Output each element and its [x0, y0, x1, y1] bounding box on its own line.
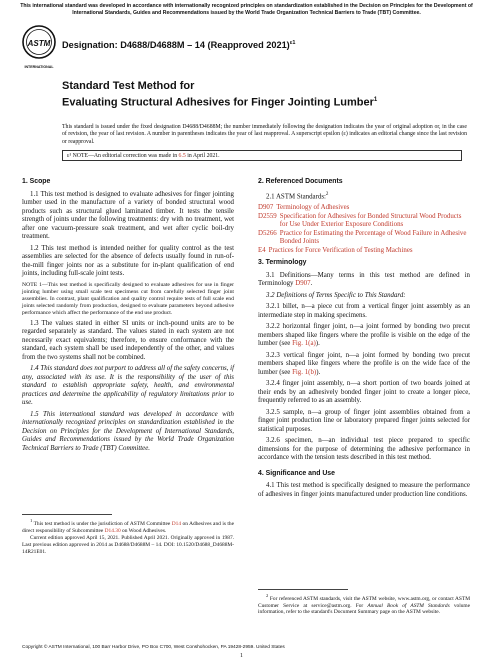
- reference-title[interactable]: Specification for Adhesives for Bonded Structural Wood Products for Use Under Exterior Exposure Conditions: [279, 212, 462, 229]
- note-1: NOTE 1—This test method is specifically designed to evaluate adhesives for use in finger jointing lumber using small scale test specimens cut from carefully selected finger joint assemblies. In contrast, plant qualification and quality control require tests of full scale end joints selected randomly from production, designed to evaluate parameters beyond adhesive performance which affect the performance of the end use product.: [22, 281, 234, 316]
- section-heading-terminology: 3. Terminology: [258, 259, 307, 267]
- logo-subtext: INTERNATIONAL: [24, 65, 54, 69]
- reference-title[interactable]: Practice for Estimating the Percentage of Wood Failure in Adhesive Bonded Joints: [279, 229, 467, 246]
- paragraph-1-3: 1.3 The values stated in either SI units or inch-pound units are to be regarded separately as standard. The values stated in each system are not necessarily exact equivalents; therefore, to ensure conformance with the standard, each system shall be used independently of the other, and values from the two systems shall not be combined.: [22, 319, 234, 361]
- section-heading-significance: 4. Significance and Use: [258, 469, 335, 477]
- paragraph-4-1: 4.1 This test method is specifically designed to measure the performance of adhesives in finger joints manufactured under production line conditions.: [258, 482, 470, 498]
- logo-text: ASTM: [27, 39, 51, 48]
- paragraph-3-1: 3.1 Definitions—Many terms in this test method are defined in Terminology D907.: [258, 271, 470, 288]
- page-number: 1: [240, 653, 243, 659]
- footnote-1-edition: Current edition approved April 15, 2021. Published April 2021. Originally approved in 1987. Last previous edition approved in 2014 as D4688/D4688M – 14. DOI: 10.1520/D4688_D4688M-14R21E01.: [22, 535, 234, 555]
- paragraph-3-2-4: 3.2.4 finger joint assembly, n—a short portion of two boards joined at their ends by an adhesively bonded finger joint to create a longer piece, frequently referred to as an assembly.: [258, 380, 470, 405]
- reference-code[interactable]: E4: [258, 246, 266, 254]
- footnote-left: [22, 514, 234, 557]
- footnote-2: $^2$ For referenced ASTM standards, visit the ASTM website, www.astm.org, or contact ASTM Customer Service at service@astm.org. For Annual Book of ASTM Standards volume information, refer to the standard's Document Summary page on the ASTM website.: [258, 593, 470, 616]
- reference-code[interactable]: D5266: [258, 229, 277, 237]
- reference-title[interactable]: Practices for Force Verification of Testing Machines: [268, 246, 413, 254]
- title-line-1: Standard Test Method for: [62, 80, 195, 92]
- subcommittee-link-d14-30[interactable]: D14.30: [104, 527, 121, 534]
- reference-item[interactable]: [258, 247, 470, 256]
- footnote-1: $^1$ This test method is under the jurisdiction of ASTM Committee D14 on Adhesives and is the direct responsibility of Subcommittee D14.30 on Wood Adhesives.: [22, 518, 234, 534]
- committee-link-d14[interactable]: D14: [171, 520, 182, 527]
- paragraph-3-2-5: 3.2.5 sample, n—a group of finger joint assemblies obtained from a finger joint production line or laboratory prepared finger joints selected for statistical purposes.: [258, 408, 470, 433]
- reference-title[interactable]: Terminology of Adhesives: [276, 204, 350, 212]
- reference-code[interactable]: D2559: [258, 212, 277, 220]
- paragraph-2-1: 2.1 ASTM Standards:$^2$: [266, 191, 329, 200]
- ref-link-d907[interactable]: D907: [295, 280, 311, 288]
- paragraph-3-2: 3.2 Definitions of Terms Specific to This Standard:: [266, 291, 406, 299]
- paragraph-3-2-2: 3.2.2 horizontal finger joint, n—a joint formed by bonding two precut members shaped like fingers where the profile is visible on the edge of the lumber (see Fig. 1(a)).: [258, 323, 470, 348]
- paragraph-3-2-6: 3.2.6 specimen, n—an individual test piece prepared to specific dimensions for the purpose of determining the adhesive performance in accordance with the tension tests described in this test method.: [258, 437, 470, 462]
- document-title: [62, 80, 462, 110]
- figure-link-1b[interactable]: Fig. 1(b): [292, 368, 317, 376]
- section-heading-scope: 1. Scope: [22, 178, 51, 185]
- intro-paragraph: This standard is issued under the fixed designation D4688/D4688M; the number immediately following the designation indicates the year of original adoption or, in the case of revision, the year of last revision. A number in parentheses indicates the year of last reapproval. A superscript epsilon (ε) indicates an editorial change since the last revision or reapproval.: [62, 124, 467, 145]
- designation: Designation: D4688/D4688M – 14 (Reapproved 2021)$^{\varepsilon 1}$: [62, 40, 296, 51]
- reference-code[interactable]: D907: [258, 204, 274, 212]
- figure-link-1a[interactable]: Fig. 1(a): [292, 340, 316, 348]
- astm-logo-icon: [21, 24, 57, 76]
- title-line-2: Evaluating Structural Adhesives for Finger Jointing Lumber$^1$: [62, 96, 378, 109]
- reference-list: [258, 204, 470, 255]
- reference-item[interactable]: [258, 230, 470, 247]
- reference-item[interactable]: [258, 204, 470, 213]
- reference-item[interactable]: [258, 213, 470, 230]
- paragraph-3-2-1: 3.2.1 billet, n—a piece cut from a vertical finger joint assembly as an intermediate step in making specimens.: [258, 303, 470, 319]
- section-link-6-5[interactable]: 6.5: [178, 153, 186, 159]
- paragraph-1-1: 1.1 This test method is designed to evaluate adhesives for finger jointing lumber used in the manufacture of a variety of bonded structural wood products such as structural glued laminated timber. It tests the tensile strength of joints under the following treatments: dry with no treatment, wet after one vacuum-pressure soak treatment, and wet after cyclic boil-dry treatment.: [22, 190, 234, 240]
- section-heading-referenced-documents: 2. Referenced Documents: [258, 178, 343, 185]
- paragraph-1-4: 1.4 This standard does not purport to address all of the safety concerns, if any, associated with its use. It is the responsibility of the user of this standard to establish appropriate safety, health, and environmental practices and determine the applicability of regulatory limitations prior to use.: [22, 365, 234, 406]
- paragraph-3-2-3: 3.2.3 vertical finger joint, n—a joint formed by bonding two precut members shaped like fingers where the profile is on the wide face of the lumber (see Fig. 1(b)).: [258, 351, 470, 376]
- copyright-footer: Copyright © ASTM International, 100 Barr Harbor Drive, PO Box C700, West Conshohocken, PA 19428-2959. United States: [22, 645, 285, 650]
- right-column: [258, 178, 470, 502]
- top-notice: This international standard was developed in accordance with internationally recognized principles on standardization established in the Decision on Principles for the Development of International Standards, Guides and Recommendations issued by the World Trade Organization Technical Barriers to Trade (TBT) Committee.: [20, 3, 473, 16]
- paragraph-1-5: 1.5 This international standard was developed in accordance with internationally recognized principles on standardization established in the Decision on Principles for the Development of International Standards, Guides and Recommendations issued by the World Trade Organization Technical Barriers to Trade (TBT) Committee.: [22, 410, 234, 452]
- left-column: [22, 178, 234, 456]
- footnote-right: [258, 589, 470, 617]
- paragraph-1-2: 1.2 This test method is intended neither for quality control as the test assemblies are selected for the absence of defects usually found in run-of-the-mill finger joints nor as a substitute for in-plant qualification of end joints, including full-scale joint tests.: [22, 244, 234, 277]
- editorial-note: ε¹ NOTE—An editorial correction was made in 6.5 in April 2021.: [62, 150, 462, 161]
